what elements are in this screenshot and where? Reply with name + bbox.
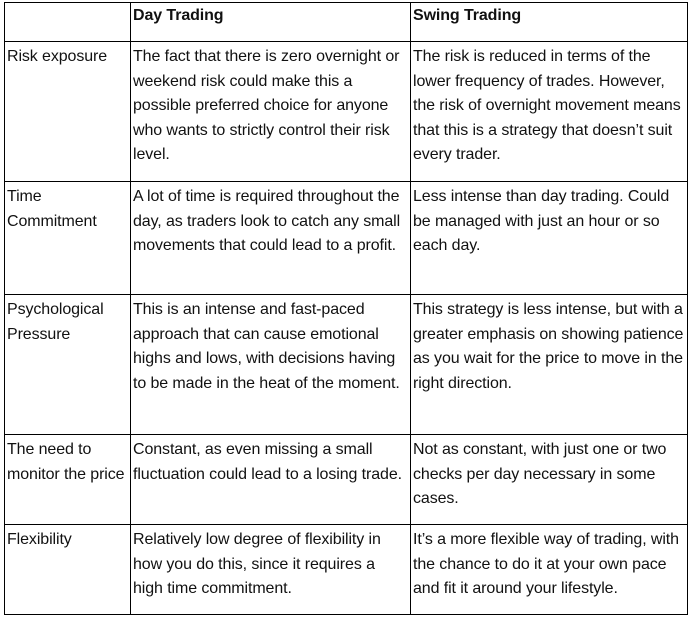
day-trading-cell: The fact that there is zero overnight or weekend risk could make this a possible preferred choice for anyone who wants to strictly control their risk level. [131,42,411,182]
header-cell-swing-trading: Swing Trading [411,3,688,42]
day-trading-cell: Constant, as even missing a small fluctuation could lead to a losing trade. [131,435,411,525]
comparison-table [4,2,688,615]
table-row [5,182,688,295]
day-trading-cell: Relatively low degree of flexibility in how you do this, since it requires a high time commitment. [131,525,411,615]
row-label: Flexibility [5,525,131,615]
swing-trading-cell: The risk is reduced in terms of the lower frequency of trades. However, the risk of overnight movement means that this is a strategy that doesn’t suit every trader. [411,42,688,182]
swing-trading-cell: This strategy is less intense, but with a greater emphasis on showing patience as you wait for the price to move in the right direction. [411,295,688,435]
table-row [5,525,688,615]
day-trading-cell: A lot of time is required throughout the day, as traders look to catch any small movements that could lead to a profit. [131,182,411,295]
row-label: The need to monitor the price [5,435,131,525]
day-trading-cell: This is an intense and fast-paced approach that can cause emotional highs and lows, with decisions having to be made in the heat of the moment. [131,295,411,435]
header-cell-day-trading: Day Trading [131,3,411,42]
row-label: Psychological Pressure [5,295,131,435]
row-label: Time Commitment [5,182,131,295]
table-row [5,295,688,435]
header-cell-empty [5,3,131,42]
swing-trading-cell: Not as constant, with just one or two checks per day necessary in some cases. [411,435,688,525]
table-row [5,42,688,182]
header-row [5,3,688,42]
table-row [5,435,688,525]
swing-trading-cell: Less intense than day trading. Could be managed with just an hour or so each day. [411,182,688,295]
swing-trading-cell: It’s a more flexible way of trading, with the chance to do it at your own pace and fit it around your lifestyle. [411,525,688,615]
row-label: Risk exposure [5,42,131,182]
